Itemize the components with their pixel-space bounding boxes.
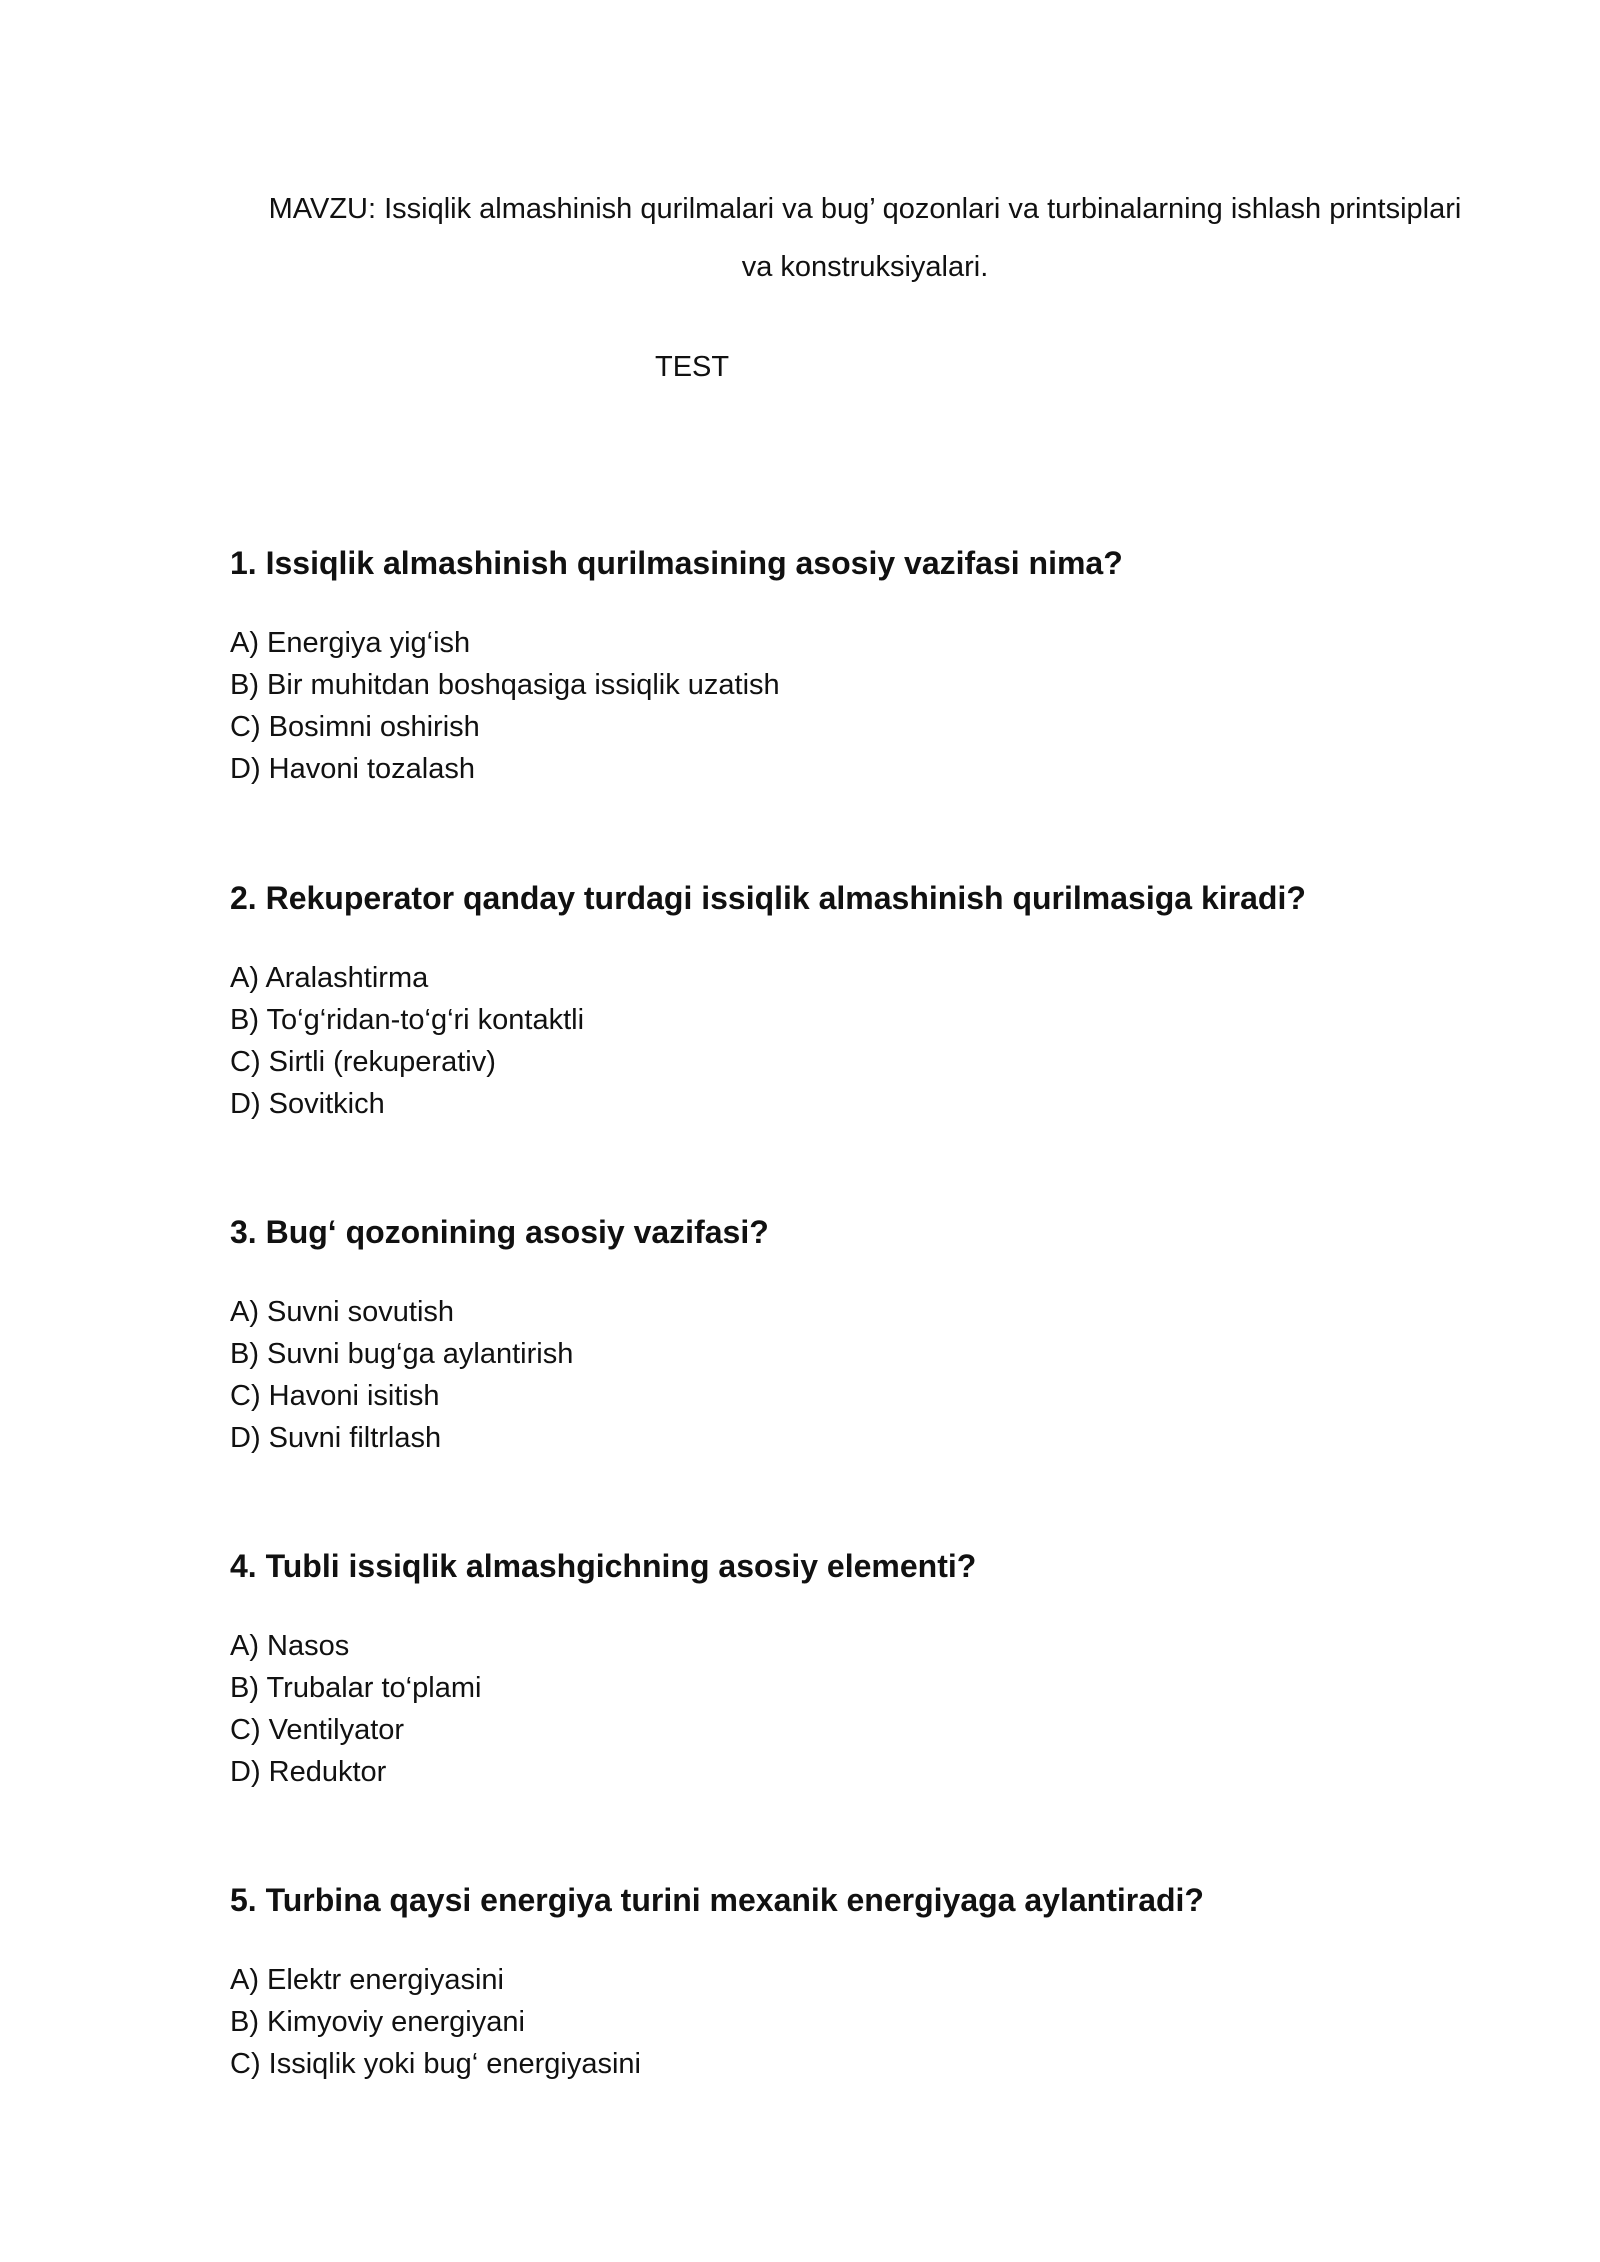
answer-option: C) Havoni isitish [230,1380,440,1412]
answer-option: D) Havoni tozalash [230,753,475,785]
question-1 [230,541,1530,790]
question-title: 4. Tubli issiqlik almashgichning asosiy elementi? [230,1548,977,1584]
answer-option: C) Issiqlik yoki bug‘ energiyasini [230,2048,641,2080]
answer-option: D) Suvni filtrlash [230,1422,442,1454]
question-title: 5. Turbina qaysi energiya turini mexanik energiyaga aylantiradi? [230,1882,1204,1918]
topic-heading [230,180,1500,296]
answer-option: D) Reduktor [230,1756,387,1788]
answer-option: B) Suvni bug‘ga aylantirish [230,1338,574,1370]
question-title: 2. Rekuperator qanday turdagi issiqlik almashinish qurilmasiga kiradi? [230,880,1306,916]
test-label: TEST [655,351,730,383]
answer-option: A) Energiya yig‘ish [230,627,471,659]
answer-option: C) Sirtli (rekuperativ) [230,1046,496,1078]
answer-option: C) Bosimni oshirish [230,711,480,743]
topic-line-2: va konstruksiyalari. [741,251,989,283]
answer-option: D) Sovitkich [230,1088,385,1120]
answer-option: C) Ventilyator [230,1714,405,1746]
answer-option: B) Trubalar to‘plami [230,1672,482,1704]
answer-option: A) Aralashtirma [230,962,429,994]
answer-option: A) Elektr energiyasini [230,1964,504,1996]
question-4 [230,1544,1530,1793]
question-3 [230,1210,1530,1459]
answer-option: B) To‘g‘ridan-to‘g‘ri kontaktli [230,1004,585,1036]
question-title: 3. Bug‘ qozonining asosiy vazifasi? [230,1214,769,1250]
answer-option: B) Kimyoviy energiyani [230,2006,525,2038]
answer-option: B) Bir muhitdan boshqasiga issiqlik uzatish [230,669,780,701]
question-2 [230,876,1530,1125]
question-5 [230,1878,1530,2085]
topic-line-1: MAVZU: Issiqlik almashinish qurilmalari va bug’ qozonlari va turbinalarning ishlash printsiplari [268,193,1462,225]
answer-option: A) Suvni sovutish [230,1296,455,1328]
answer-option: A) Nasos [230,1630,350,1662]
question-title: 1. Issiqlik almashinish qurilmasining asosiy vazifasi nima? [230,545,1123,581]
